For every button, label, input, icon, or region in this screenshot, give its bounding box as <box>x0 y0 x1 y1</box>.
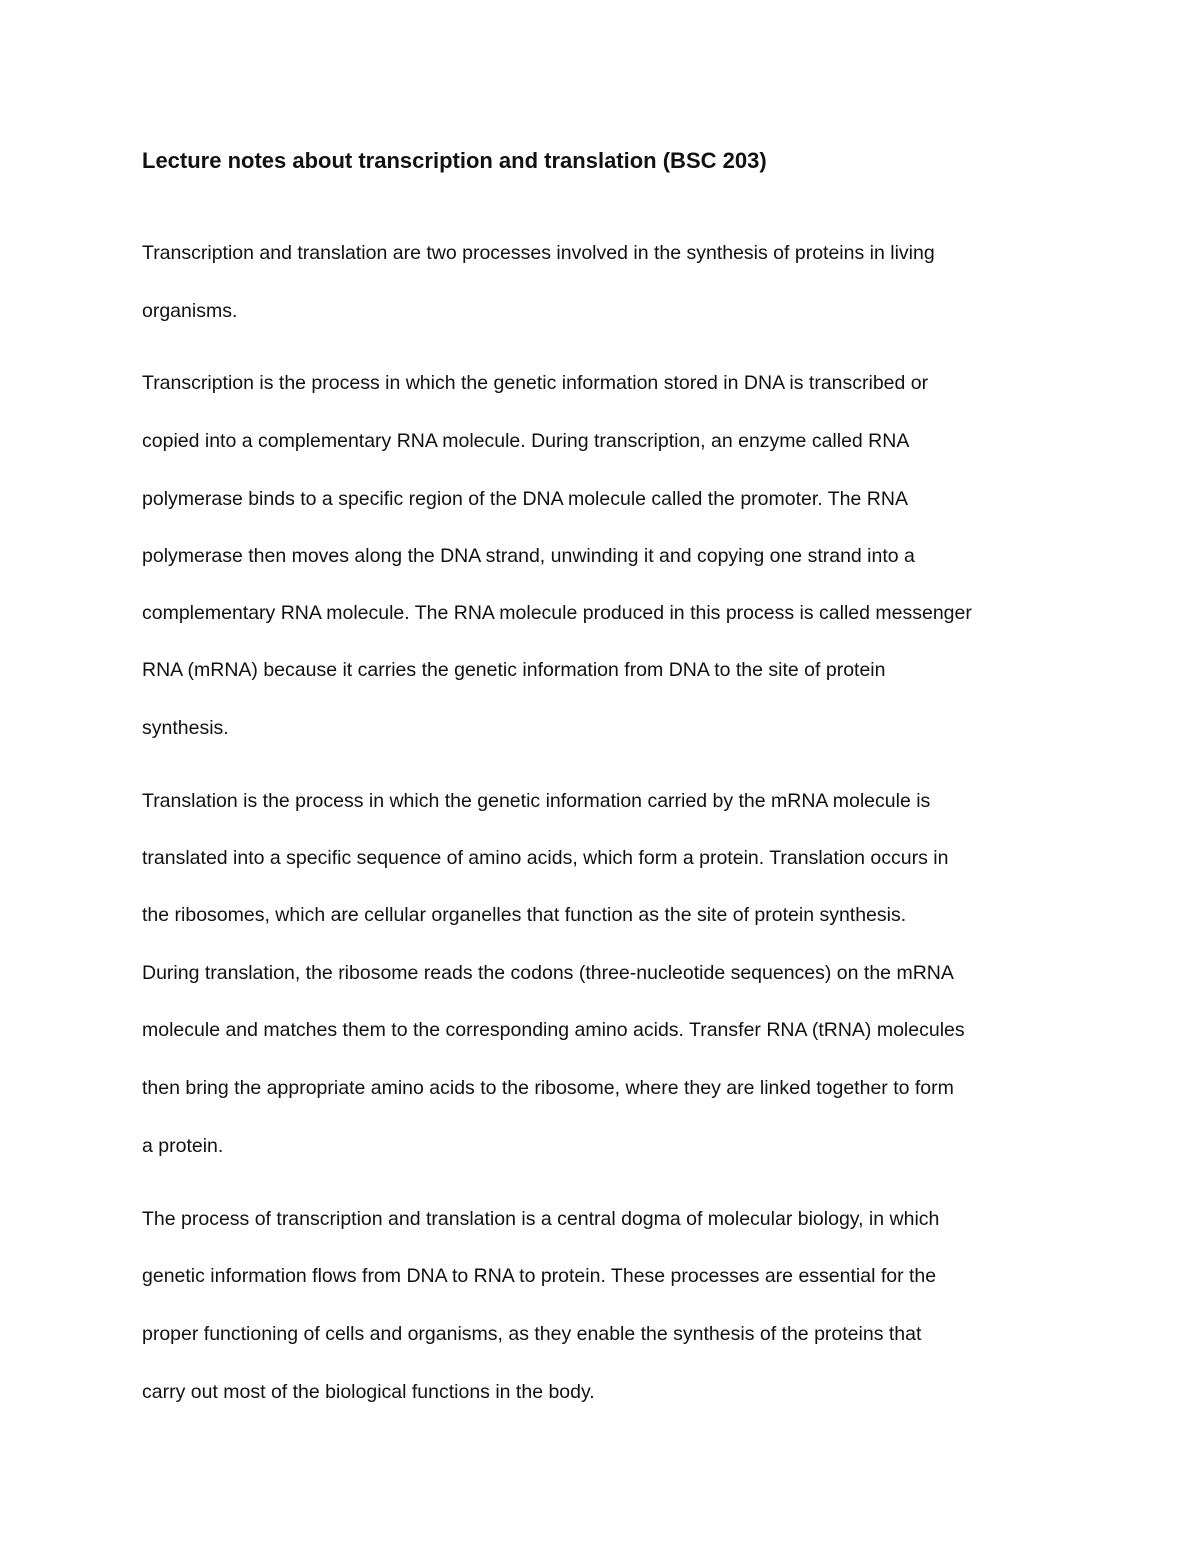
paragraph-4-line-1: The process of transcription and translation is a central dogma of molecular biology, in which <box>142 1208 940 1230</box>
paragraph-3-line-4: During translation, the ribosome reads the codons (three-nucleotide sequences) on the mRNA <box>142 962 954 984</box>
paragraph-3-line-7: a protein. <box>142 1135 224 1157</box>
paragraph-4-line-2: genetic information flows from DNA to RNA to protein. These processes are essential for the <box>142 1265 937 1287</box>
paragraph-4-line-4: carry out most of the biological functions in the body. <box>142 1381 595 1403</box>
paragraph-3-line-3: the ribosomes, which are cellular organelles that function as the site of protein synthesis. <box>142 904 907 926</box>
paragraph-2-line-3: polymerase binds to a specific region of the DNA molecule called the promoter. The RNA <box>142 488 908 510</box>
paragraph-2-line-5: complementary RNA molecule. The RNA molecule produced in this process is called messenger <box>142 602 972 624</box>
paragraph-4-line-3: proper functioning of cells and organisms, as they enable the synthesis of the proteins that <box>142 1323 922 1345</box>
paragraph-3-line-1: Translation is the process in which the genetic information carried by the mRNA molecule is <box>142 790 931 812</box>
paragraph-2-line-6: RNA (mRNA) because it carries the genetic information from DNA to the site of protein <box>142 659 886 681</box>
document-title: Lecture notes about transcription and translation (BSC 203) <box>142 148 767 173</box>
paragraph-2-line-1: Transcription is the process in which the genetic information stored in DNA is transcribed or <box>142 372 929 394</box>
paragraph-2-line-4: polymerase then moves along the DNA strand, unwinding it and copying one strand into a <box>142 545 915 567</box>
paragraph-1-line-1: Transcription and translation are two processes involved in the synthesis of proteins in living <box>142 242 935 264</box>
paragraph-1-line-2: organisms. <box>142 300 238 322</box>
paragraph-2-line-2: copied into a complementary RNA molecule. During transcription, an enzyme called RNA <box>142 430 910 452</box>
paragraph-3-line-6: then bring the appropriate amino acids to the ribosome, where they are linked together to form <box>142 1077 954 1099</box>
paragraph-3-line-5: molecule and matches them to the corresponding amino acids. Transfer RNA (tRNA) molecules <box>142 1019 965 1041</box>
paragraph-2-line-7: synthesis. <box>142 717 229 739</box>
paragraph-3-line-2: translated into a specific sequence of amino acids, which form a protein. Translation occurs in <box>142 847 949 869</box>
